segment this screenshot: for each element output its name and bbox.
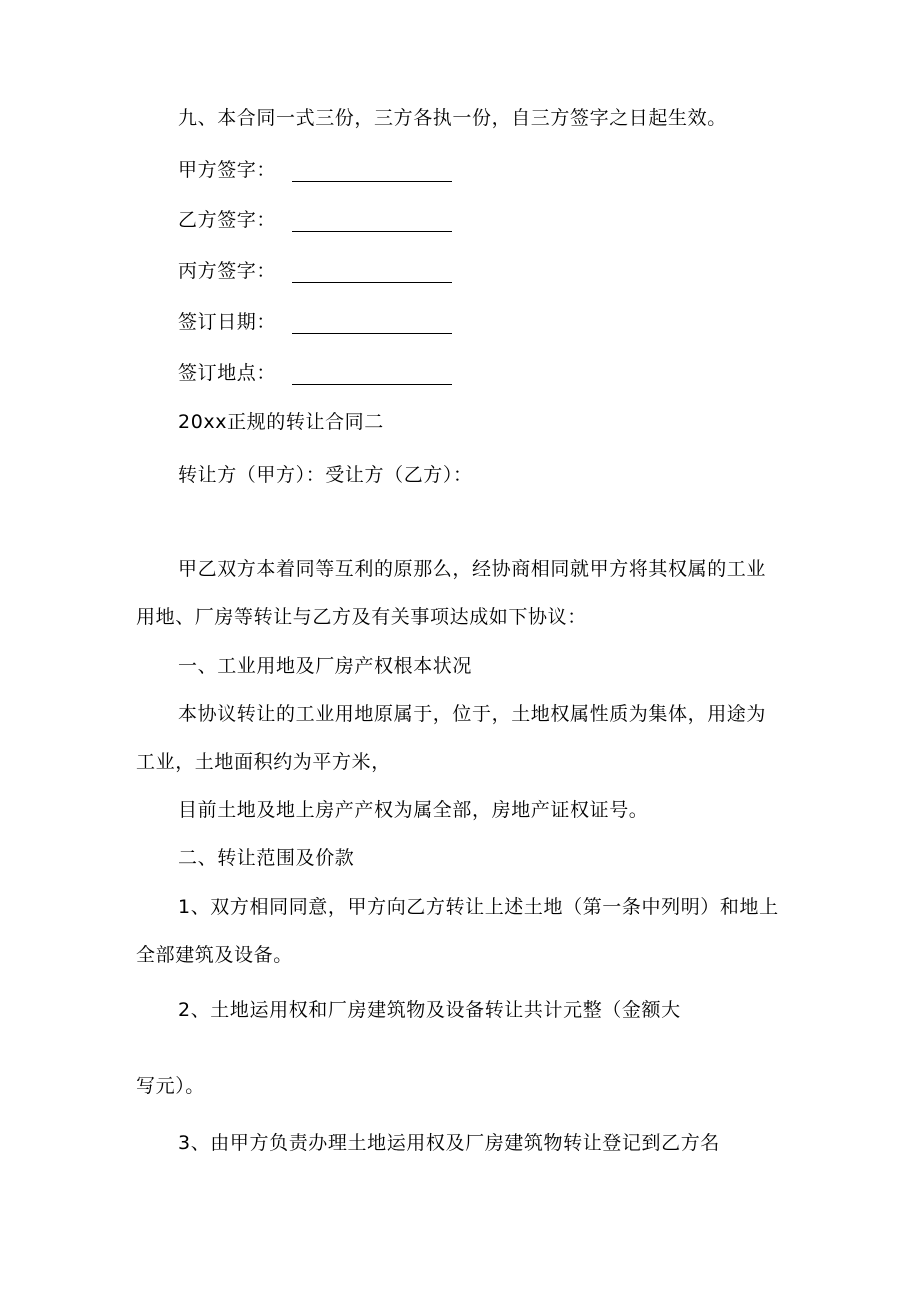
item-3-line-1: 3、由甲方负责办理土地运用权及厂房建筑物转让登记到乙方名: [178, 1132, 720, 1154]
parties-line: 转让方（甲方）：受让方（乙方）：: [178, 464, 473, 486]
section-1-line-1: 本协议转让的工业用地原属于，位于，土地权属性质为集体，用途为: [178, 703, 767, 725]
signature-blank-line: [292, 264, 452, 283]
section-1-heading: 一、工业用地及厂房产权根本状况: [178, 655, 473, 677]
item-2-line-1: 2、土地运用权和厂房建筑物及设备转让共计元整（金额大: [178, 999, 681, 1021]
contract-two-title: 20xx正规的转让合同二: [178, 411, 384, 433]
signature-row-place: [178, 361, 452, 385]
signature-row-date: [178, 310, 452, 334]
signature-blank-line: [292, 163, 452, 182]
signature-label: 签订日期：: [178, 311, 277, 333]
intro-line-2: 用地、厂房等转让与乙方及有关事项达成如下协议：: [136, 606, 587, 628]
signature-blank-line: [292, 213, 452, 232]
clause-nine: 九、本合同一式三份，三方各执一份，自三方签字之日起生效。: [178, 107, 727, 129]
signature-label: 甲方签字：: [178, 159, 277, 181]
signature-row-party-b: [178, 208, 452, 232]
signature-blank-line: [292, 315, 452, 334]
intro-line-1: 甲乙双方本着同等互利的原那么，经协商相同就甲方将其权属的工业: [178, 558, 767, 580]
item-1-line-1: 1、双方相同同意，甲方向乙方转让上述土地（第一条中列明）和地上: [178, 896, 779, 918]
signature-row-party-c: [178, 259, 452, 283]
section-1-line-3: 目前土地及地上房产产权为属全部，房地产证权证号。: [178, 799, 649, 821]
section-2-heading: 二、转让范围及价款: [178, 847, 355, 869]
signature-label: 乙方签字：: [178, 209, 277, 231]
section-1-line-2: 工业，土地面积约为平方米，: [136, 751, 391, 773]
signature-label: 签订地点：: [178, 362, 277, 384]
item-2-line-2: 写元）。: [136, 1075, 205, 1097]
signature-label: 丙方签字：: [178, 260, 277, 282]
signature-row-party-a: [178, 158, 452, 182]
item-1-line-2: 全部建筑及设备。: [136, 944, 293, 966]
signature-blank-line: [292, 366, 452, 385]
